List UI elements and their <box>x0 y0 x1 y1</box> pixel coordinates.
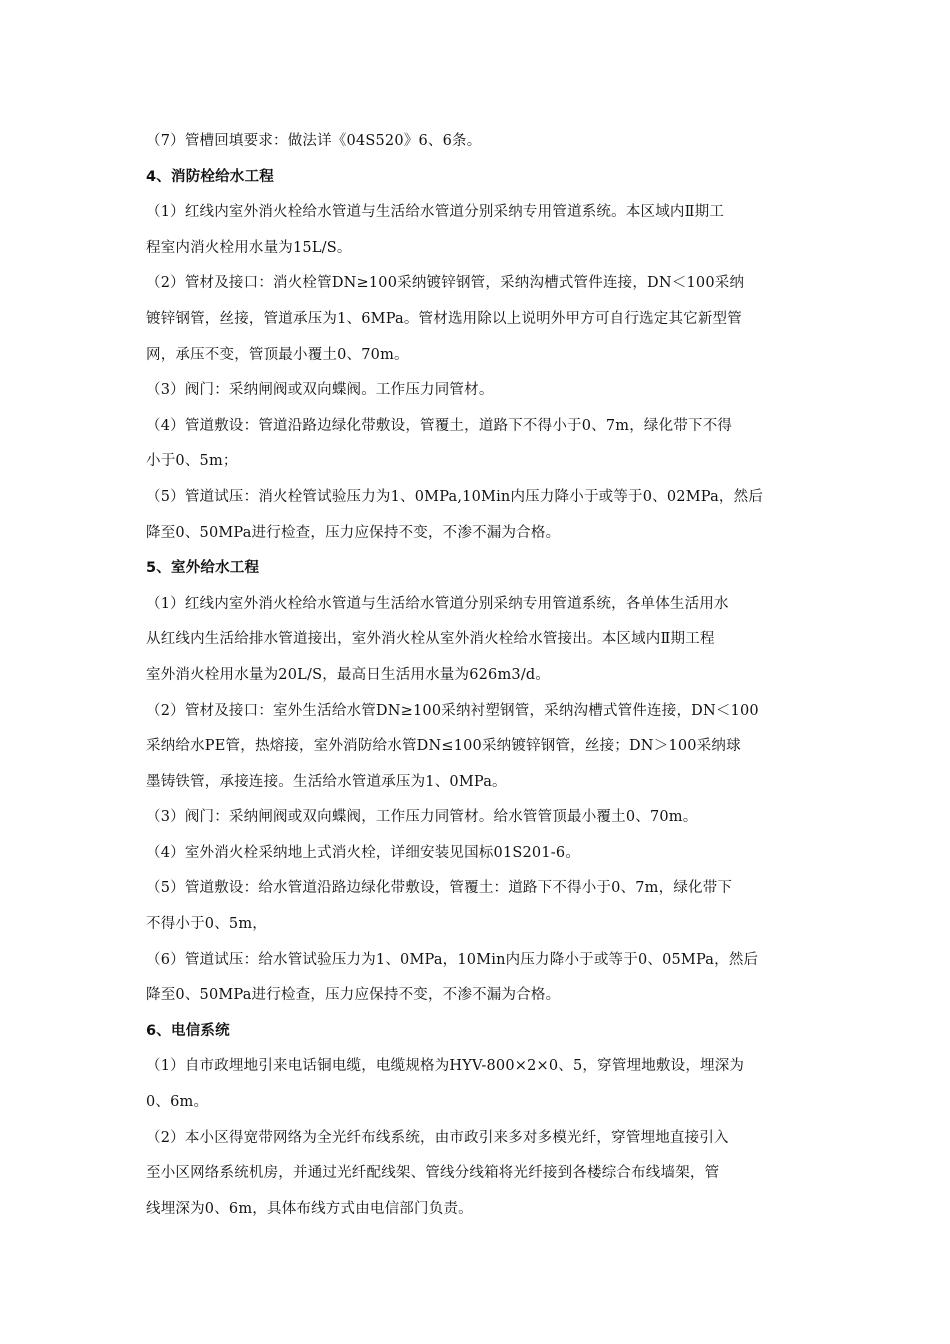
text-line: （3）阀门：采纳闸阀或双向蝶阀。工作压力同管材。 <box>146 382 494 399</box>
text-line: 小于0、5m； <box>146 453 238 470</box>
text-line: 镀锌钢管，丝接，管道承压为1、6MPa。管材选用除以上说明外甲方可自行选定其它新型管 <box>146 310 742 327</box>
text-line: （2）本小区得宽带网络为全光纤布线系统，由市政引来多对多模光纤，穿管埋地直接引入 <box>146 1129 729 1146</box>
text-line: 网，承压不变，管顶最小覆土0、70m。 <box>146 346 409 363</box>
document-page <box>146 124 816 1227</box>
text-line: 降至0、50MPa进行检查，压力应保持不变，不渗不漏为合格。 <box>146 524 561 541</box>
text-line: （2）管材及接口：室外生活给水管DN≥100采纳衬塑钢管，采纳沟槽式管件连接，DN＜100 <box>146 702 759 719</box>
section-heading: 5、室外给水工程 <box>146 560 260 577</box>
text-line: （4）管道敷设：管道沿路边绿化带敷设，管覆土，道路下不得小于0、7m，绿化带下不得 <box>146 417 733 434</box>
text-line: （7）管槽回填要求：做法详《04S520》6、6条。 <box>146 133 482 149</box>
text-line: 不得小于0、5m， <box>146 916 267 933</box>
text-line: 程室内消火栓用水量为15L/S。 <box>146 239 352 256</box>
text-line: 采纳给水PE管，热熔接，室外消防给水管DN≤100采纳镀锌钢管，丝接；DN＞100采纳球 <box>146 738 741 755</box>
text-line: 从红线内生活给排水管道接出，室外消火栓从室外消火栓给水管接出。本区域内Ⅱ期工程 <box>146 631 715 648</box>
section-heading: 6、电信系统 <box>146 1022 230 1039</box>
text-line: （1）红线内室外消火栓给水管道与生活给水管道分别采纳专用管道系统，各单体生活用水 <box>146 595 729 612</box>
text-line: 降至0、50MPa进行检查，压力应保持不变，不渗不漏为合格。 <box>146 987 561 1004</box>
text-line: （4）室外消火栓采纳地上式消火栓，详细安装见国标01S201-6。 <box>146 844 581 861</box>
text-line: （2）管材及接口：消火栓管DN≥100采纳镀锌钢管，采纳沟槽式管件连接，DN＜100采纳 <box>146 275 745 292</box>
text-line: （5）管道敷设：给水管道沿路边绿化带敷设，管覆土：道路下不得小于0、7m，绿化带下 <box>146 880 733 897</box>
text-line: （1）自市政埋地引来电话铜电缆，电缆规格为HYV-800×2×0、5，穿管埋地敷设，埋深为 <box>146 1058 745 1075</box>
text-line: 至小区网络系统机房，并通过光纤配线架、管线分线箱将光纤接到各楼综合布线墙架，管 <box>146 1165 720 1182</box>
text-line: （3）阀门：采纳闸阀或双向蝶阀，工作压力同管材。给水管管顶最小覆土0、70m。 <box>146 809 698 826</box>
text-line: （5）管道试压：消火栓管试验压力为1、0MPa,10Min内压力降小于或等于0、02MPa，然后 <box>146 488 764 505</box>
section-heading: 4、消防栓给水工程 <box>146 168 274 185</box>
text-line: 墨铸铁管，承接连接。生活给水管道承压为1、0MPa。 <box>146 773 507 790</box>
text-line: （6）管道试压：给水管试验压力为1、0MPa，10Min内压力降小于或等于0、05MPa，然后 <box>146 951 759 968</box>
text-line: 室外消火栓用水量为20L/S，最高日生活用水量为626m3/d。 <box>146 666 551 683</box>
text-line: 线埋深为0、6m，具体布线方式由电信部门负责。 <box>146 1200 473 1217</box>
text-line: （1）红线内室外消火栓给水管道与生活给水管道分别采纳专用管道系统。本区域内Ⅱ期工 <box>146 204 725 221</box>
text-line: 0、6m。 <box>146 1094 209 1111</box>
